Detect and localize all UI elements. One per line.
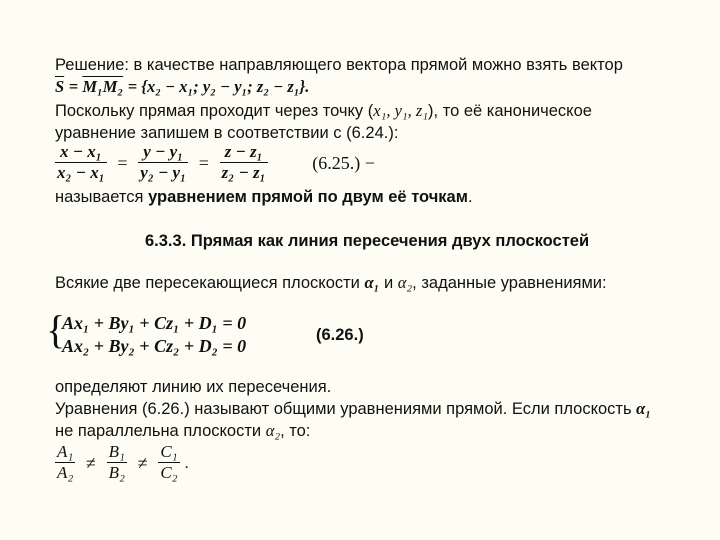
paragraph-point-line1 [55,100,592,122]
alpha-2: α₂ [397,273,413,292]
text-fragment: не параллельна плоскости [55,422,266,440]
period: . [184,452,190,472]
direction-vector-formula: $\overline{S} = M_1M_2 = \{x_2 - x_1$; y₂ − y₁; z₂ − z₁}. [55,77,310,96]
term-two-points: уравнением прямой по двум её точкам [148,188,468,206]
equals-sign: = [198,152,209,173]
fraction-b: $\frac{\text{B₁}}{\text{B₂}}$ [108,442,125,482]
text-fragment: , заданные уравнениями: [412,274,607,292]
fraction-x: $\frac{\text{x − x₁}}{\text{x₂ − x₁}}$ [57,142,105,182]
system-row-2: Ax₂ + By₂ + Cz₂ + D₂ = 0 [62,336,247,356]
text-fragment: Поскольку прямая проходит через точку ( [55,102,374,120]
vector-s: $\overline{S}$ [55,77,65,96]
fraction-y: $\frac{\text{y − y₁}}{\text{y₂ − y₁}}$ [140,142,187,182]
alpha-2: α₂ [265,421,281,440]
system-row-1: Ax₁ + By₁ + Cz₁ + D₁ = 0 [62,313,247,333]
fraction-z: $\frac{\text{z − z₁}}{\text{z₂ − z₁}}$ [221,142,266,182]
alpha-1: α₁ [636,399,652,418]
fraction-a: $\frac{\text{A₁}}{\text{A₂}}$ [57,442,74,482]
paragraph-general-equations [55,398,651,420]
equals-sign: = [117,152,128,173]
paragraph-define-line: определяют линию их пересечения. [55,378,332,396]
point-coords: x₁, y₁, z₁ [373,101,429,120]
canonical-equation [55,142,375,183]
paragraph-planes [55,272,607,294]
fraction-c: $\frac{\text{C₁}}{\text{C₂}}$ [160,442,178,482]
paragraph-point-line2: уравнение запишем в соответствии с (6.24.): [55,124,399,142]
not-equal-sign: ≠ [86,452,96,473]
text-fragment: , то: [280,422,311,440]
vector-components: = {x₂ − x₁; y₂ − y₁; z₂ − z₁}. [127,77,310,96]
alpha-1: α₁ [364,273,380,292]
text-fragment: и [379,274,398,292]
vector-m1m2: M₁M₂ [82,77,124,96]
not-equal-sign: ≠ [137,452,148,473]
section-heading: 6.3.3. Прямая как линия пересечения двух плоскостей [145,232,590,250]
ratio-inequality [55,442,189,483]
text-fragment: . [467,188,473,206]
text-fragment: Уравнения (6.26.) называют общими уравнениями прямой. Если плоскость [55,400,637,418]
equation-label-626: (6.26.) [316,326,364,344]
text-fragment: ), то её каноническое [428,102,592,120]
text-fragment: называется [55,188,149,206]
system-brace: { [46,307,66,352]
solution-line: Решение: в качестве направляющего вектора прямой можно взять вектор [55,56,623,74]
equation-label-625: (6.25.) − [312,152,375,173]
text-fragment: Всякие две пересекающиеся плоскости [55,274,365,292]
paragraph-called [55,186,473,208]
paragraph-not-parallel [55,420,310,442]
